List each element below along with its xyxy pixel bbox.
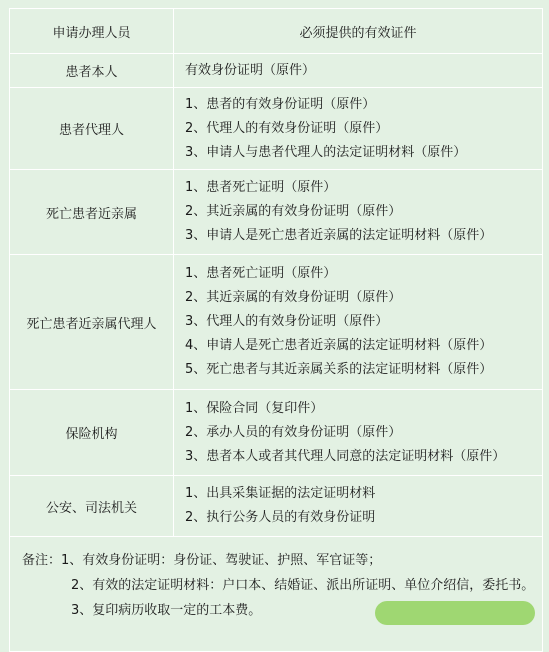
doc-item: 3、代理人的有效身份证明（原件） xyxy=(185,314,389,329)
note-line: 3、复印病历收取一定的工本费。 xyxy=(71,603,262,618)
doc-item: 3、申请人是死亡患者近亲属的法定证明材料（原件） xyxy=(185,228,493,243)
row-docs xyxy=(174,88,543,170)
note-line: 2、有效的法定证明材料：户口本、结婚证、派出所证明、单位介绍信，委托书。 xyxy=(71,578,535,593)
row-docs xyxy=(174,476,543,537)
doc-item: 1、出具采集证据的法定证明材料 xyxy=(185,486,376,501)
table-row-patient xyxy=(10,54,543,88)
doc-item: 2、代理人的有效身份证明（原件） xyxy=(185,120,389,136)
row-docs xyxy=(174,390,543,476)
doc-item: 有效身份证明（原件） xyxy=(185,62,316,78)
doc-item: 1、患者死亡证明（原件） xyxy=(185,180,337,195)
row-docs xyxy=(174,170,543,255)
row-category: 公安、司法机关 xyxy=(10,476,174,537)
doc-item: 2、其近亲属的有效身份证明（原件） xyxy=(185,204,402,219)
table-header-row xyxy=(10,9,543,54)
table-row-insurance xyxy=(10,390,543,476)
doc-item: 5、死亡患者与其近亲属关系的法定证明材料（原件） xyxy=(185,362,493,377)
row-docs xyxy=(174,255,543,390)
header-applicant: 申请办理人员 xyxy=(10,9,174,54)
doc-item: 2、其近亲属的有效身份证明（原件） xyxy=(185,290,402,305)
table-row-deceased-relatives xyxy=(10,170,543,255)
table-row-relatives-agent xyxy=(10,255,543,390)
table-row-police-judicial xyxy=(10,476,543,537)
notes-row xyxy=(10,537,543,652)
overlay-pill xyxy=(375,601,535,625)
notes-cell xyxy=(10,537,543,652)
header-required-docs: 必须提供的有效证件 xyxy=(174,9,543,54)
row-category: 死亡患者近亲属代理人 xyxy=(10,255,174,390)
doc-item: 2、承办人员的有效身份证明（原件） xyxy=(185,424,402,440)
note-line: 备注：1、有效身份证明：身份证、驾驶证、护照、军官证等； xyxy=(22,553,382,568)
row-category: 患者本人 xyxy=(10,54,174,88)
table-row-patient-agent xyxy=(10,88,543,170)
doc-item: 3、患者本人或者其代理人同意的法定证明材料（原件） xyxy=(185,448,506,464)
doc-item: 1、保险合同（复印件） xyxy=(185,400,324,416)
row-category: 保险机构 xyxy=(10,390,174,476)
doc-item: 4、申请人是死亡患者近亲属的法定证明材料（原件） xyxy=(185,338,493,353)
required-documents-table xyxy=(9,8,543,652)
doc-item: 2、执行公务人员的有效身份证明 xyxy=(185,510,376,525)
row-docs xyxy=(174,54,543,88)
doc-item: 1、患者死亡证明（原件） xyxy=(185,266,337,281)
row-category: 患者代理人 xyxy=(10,88,174,170)
doc-item: 3、申请人与患者代理人的法定证明材料（原件） xyxy=(185,144,467,160)
row-category: 死亡患者近亲属 xyxy=(10,170,174,255)
doc-item: 1、患者的有效身份证明（原件） xyxy=(185,96,376,112)
